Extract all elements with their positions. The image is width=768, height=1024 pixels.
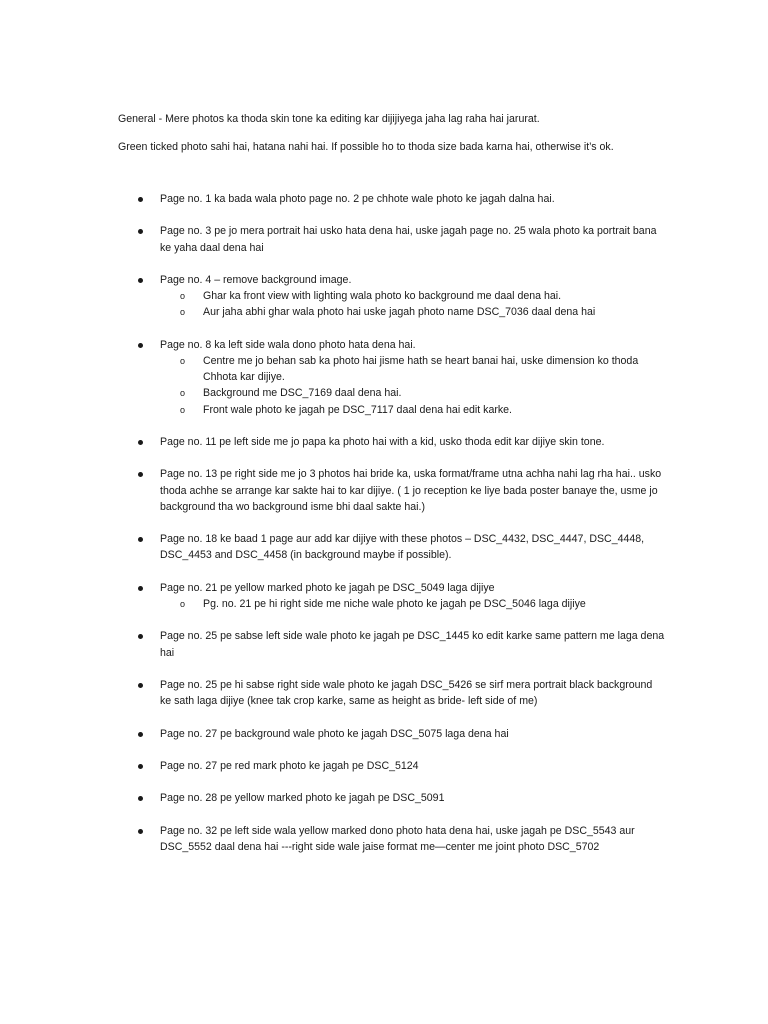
sub-list [160, 353, 666, 418]
list-item [136, 790, 666, 806]
sub-list-item [160, 402, 666, 418]
list-item-text: Page no. 27 pe background wale photo ke jagah DSC_5075 laga dena hai [160, 727, 509, 740]
list-item [136, 758, 666, 774]
bullet-icon [138, 278, 143, 283]
list-item-text: Page no. 8 ka left side wala dono photo hata dena hai. [160, 338, 416, 351]
sub-list-item [160, 353, 666, 385]
list-item-text: Page no. 27 pe red mark photo ke jagah pe DSC_5124 [160, 759, 419, 772]
intro-green-ticked-note: Green ticked photo sahi hai, hatana nahi hai. If possible ho to thoda size bada karna hai, otherwise it’s ok. [118, 141, 614, 153]
list-item-text: Page no. 4 – remove background image. [160, 273, 352, 286]
list-item-text: Page no. 28 pe yellow marked photo ke jagah pe DSC_5091 [160, 792, 445, 805]
list-item [136, 466, 666, 515]
bullet-icon [138, 440, 143, 445]
hollow-circle-bullet-icon: o [180, 307, 186, 318]
list-item-text: Page no. 3 pe jo mera portrait hai usko hata dena hai, uske jagah page no. 25 wala photo ka portrait bana ke yaha daal dena hai [160, 225, 657, 254]
hollow-circle-bullet-icon: o [180, 404, 186, 415]
list-item [136, 726, 666, 742]
sub-list-item-text: Front wale photo ke jagah pe DSC_7117 daal dena hai edit karke. [203, 403, 512, 416]
list-item [136, 677, 666, 709]
bullet-icon [138, 796, 143, 801]
hollow-circle-bullet-icon: o [180, 291, 186, 302]
list-item [136, 337, 666, 418]
hollow-circle-bullet-icon: o [180, 598, 186, 609]
list-item [136, 531, 666, 563]
list-item-text: Page no. 13 pe right side me jo 3 photos hai bride ka, uska format/frame utna achha nahi lag rha hai.. usko thoda achhe se arrange kar sakte hai to kar dijiye. ( 1 jo reception ke liye bada poster banaye the, usme jo background tha wo background isme bhi daal sakte hai.) [160, 468, 662, 513]
list-item-text: Page no. 1 ka bada wala photo page no. 2 pe chhote wale photo ke jagah dalna hai. [160, 193, 555, 205]
sub-list-item [160, 304, 666, 320]
list-item-text: Page no. 25 pe hi sabse right side wale photo ke jagah DSC_5426 se sirf mera portrait black background ke sath laga dijiye (knee tak crop karke, same as height as bride- left side of me) [160, 678, 653, 708]
sub-list-item [160, 385, 666, 401]
list-item-text: Page no. 32 pe left side wala yellow marked dono photo hata dena hai, uske jagah pe DSC_5543 aur DSC_5552 daal dena hai ---right side wale jaise format me—center me joint photo DSC_5702 [160, 824, 635, 853]
bullet-icon [138, 764, 143, 769]
intro-general-note: General - Mere photos ka thoda skin tone ka editing kar dijijiyega jaha lag raha hai jarurat. [118, 113, 540, 125]
instruction-list [136, 191, 666, 871]
sub-list-item-text: Ghar ka front view with lighting wala photo ko background me daal dena hai. [203, 290, 562, 303]
list-item [136, 823, 666, 855]
bullet-icon [138, 537, 143, 542]
sub-list-item-text: Centre me jo behan sab ka photo hai jisme hath se heart banai hai, uske dimension ko thoda Chhota kar dijiye. [203, 354, 639, 384]
bullet-icon [138, 197, 143, 202]
hollow-circle-bullet-icon: o [180, 388, 186, 399]
sub-list [160, 288, 666, 320]
intro-section [118, 112, 718, 168]
bullet-icon [138, 732, 143, 737]
bullet-icon [138, 472, 143, 477]
sub-list [160, 596, 666, 612]
sub-list-item-text: Aur jaha abhi ghar wala photo hai uske jagah photo name DSC_7036 daal dena hai [203, 306, 596, 319]
bullet-icon [138, 683, 143, 688]
sub-list-item [160, 288, 666, 304]
list-item [136, 223, 666, 255]
list-item-text: Page no. 21 pe yellow marked photo ke jagah pe DSC_5049 laga dijiye [160, 581, 495, 594]
list-item [136, 191, 666, 207]
bullet-icon [138, 829, 143, 834]
list-item-text: Page no. 25 pe sabse left side wale photo ke jagah pe DSC_1445 ko edit karke same pattern me laga dena hai [160, 630, 665, 659]
list-item-text: Page no. 11 pe left side me jo papa ka photo hai with a kid, usko thoda edit kar dijiye skin tone. [160, 435, 605, 448]
bullet-icon [138, 586, 143, 591]
list-item [136, 628, 666, 660]
list-item [136, 580, 666, 612]
bullet-icon [138, 343, 143, 348]
sub-list-item-text: Background me DSC_7169 daal dena hai. [203, 387, 402, 400]
bullet-icon [138, 634, 143, 639]
list-item-text: Page no. 18 ke baad 1 page aur add kar dijiye with these photos – DSC_4432, DSC_4447, DSC_4448, DSC_4453 and DSC_4458 (in background maybe if possible). [160, 533, 645, 562]
sub-list-item [160, 596, 666, 612]
list-item [136, 434, 666, 450]
bullet-icon [138, 229, 143, 234]
list-item [136, 272, 666, 321]
hollow-circle-bullet-icon: o [180, 355, 186, 366]
sub-list-item-text: Pg. no. 21 pe hi right side me niche wale photo ke jagah pe DSC_5046 laga dijiye [203, 597, 586, 610]
